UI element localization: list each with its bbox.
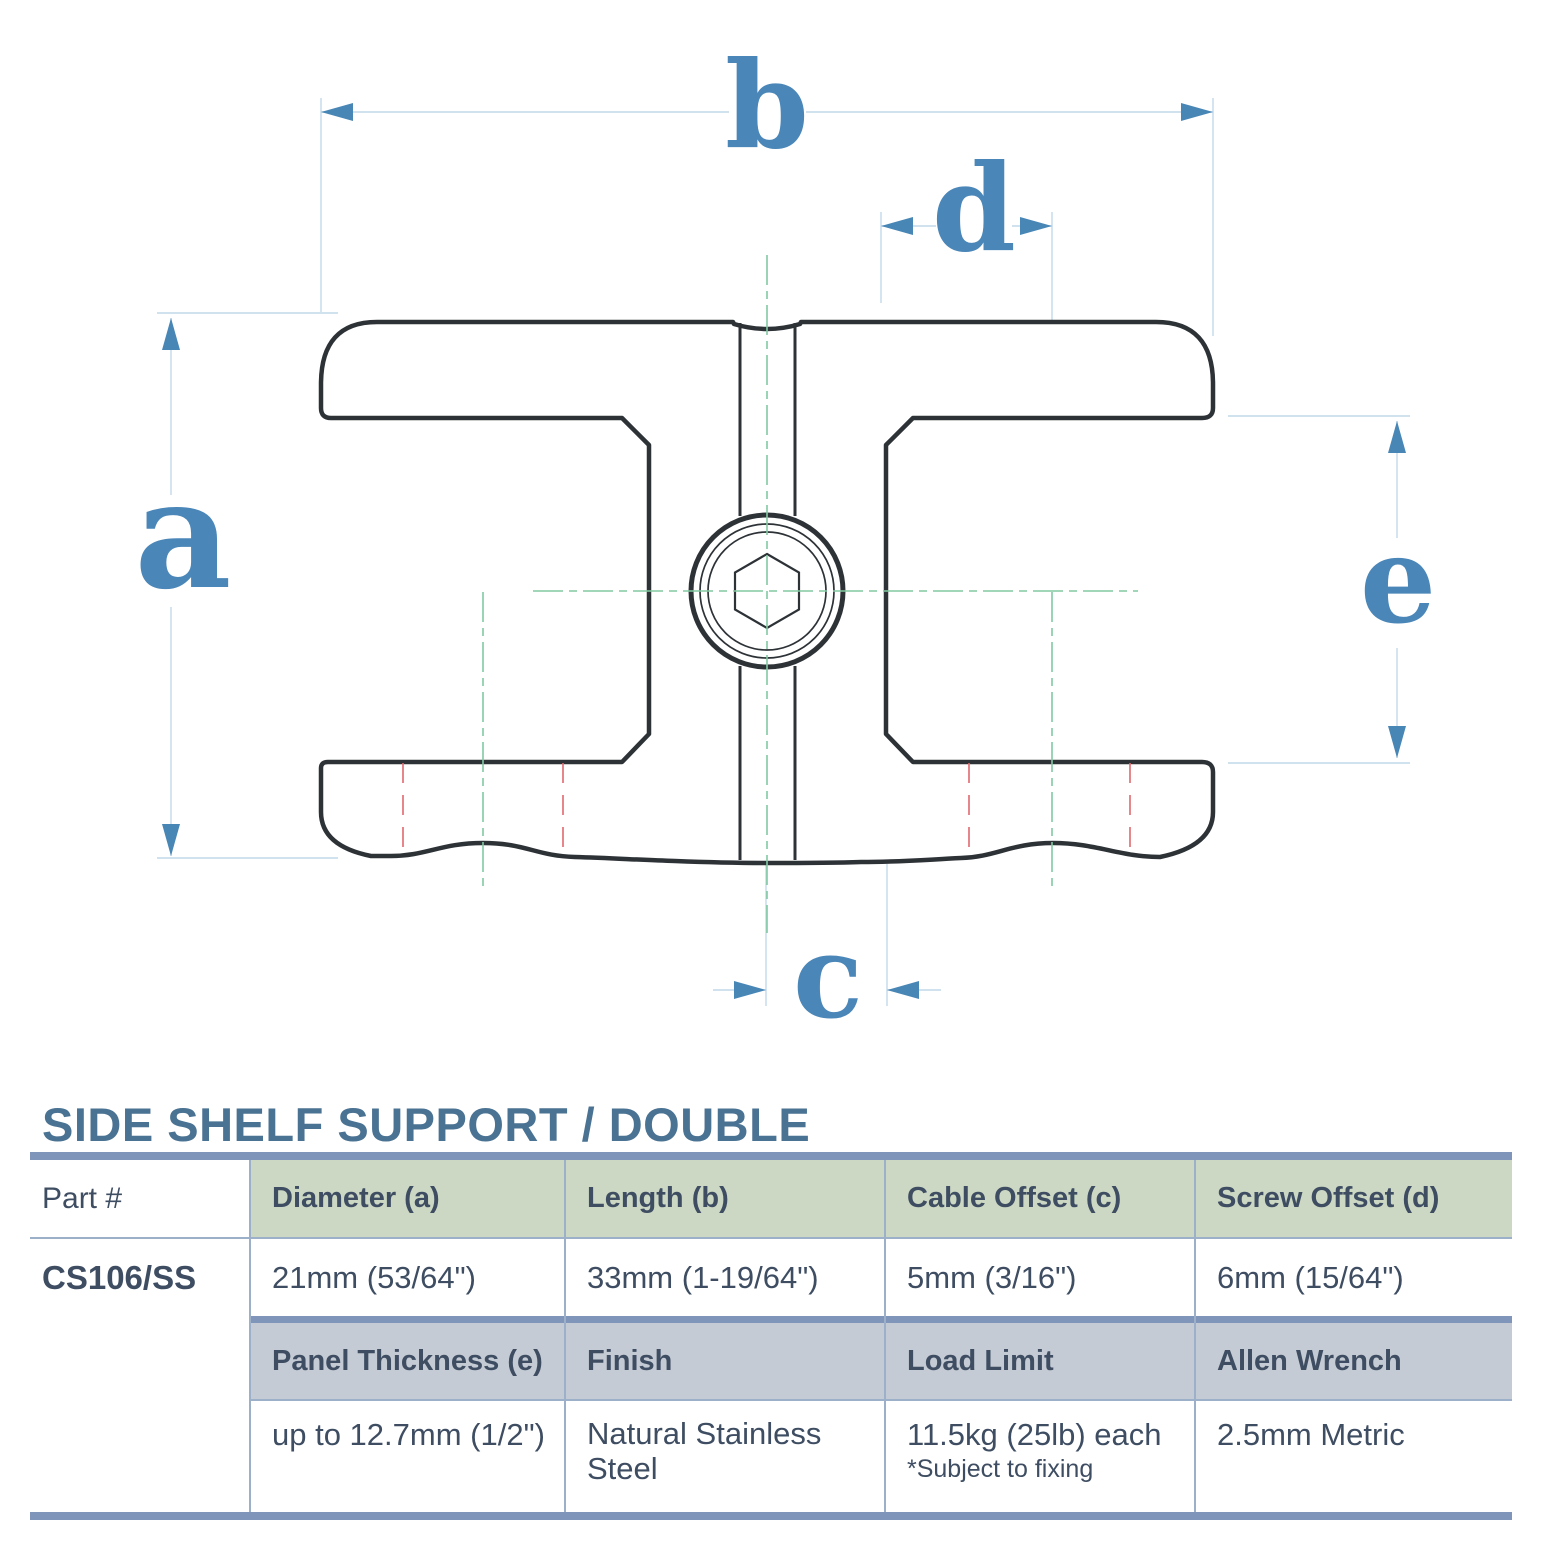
value-finish: Natural Stainless Steel xyxy=(587,1416,822,1486)
dimension-label-c: c xyxy=(792,910,864,1045)
header-screw-offset: Screw Offset (d) xyxy=(1195,1160,1512,1237)
dimension-label-d: d xyxy=(932,138,1016,279)
page-title: SIDE SHELF SUPPORT / DOUBLE xyxy=(42,1098,811,1151)
extension-lines xyxy=(157,98,1410,1006)
grid-vline-2 xyxy=(564,1160,566,1512)
load-limit-note: *Subject to fixing xyxy=(907,1455,1094,1483)
grid-vline-1 xyxy=(249,1160,251,1512)
header-finish: Finish xyxy=(565,1323,885,1399)
grid-vline-3 xyxy=(884,1160,886,1512)
dimension-label-e: e xyxy=(1359,510,1437,651)
dimension-label-a: a xyxy=(134,447,232,623)
part-number-value: CS106/SS xyxy=(42,1258,197,1296)
table-bottom-bar xyxy=(30,1512,1512,1520)
value-load-limit xyxy=(885,1401,1195,1512)
value-length: 33mm (1-19/64") xyxy=(587,1259,819,1295)
header-cable-offset: Cable Offset (c) xyxy=(885,1160,1195,1237)
header-panel-thickness: Panel Thickness (e) xyxy=(250,1323,565,1399)
header-allen-wrench: Allen Wrench xyxy=(1195,1323,1512,1399)
part-number-header: Part # xyxy=(42,1181,123,1215)
spec-table xyxy=(30,1152,1512,1520)
value-allen-wrench: 2.5mm Metric xyxy=(1217,1417,1405,1452)
value-panel-thickness: up to 12.7mm (1/2") xyxy=(272,1417,545,1452)
header-load-limit: Load Limit xyxy=(885,1323,1195,1399)
load-limit-value: 11.5kg (25lb) each xyxy=(907,1417,1162,1452)
table-top-bar xyxy=(30,1152,1512,1160)
value-screw-offset: 6mm (15/64") xyxy=(1217,1259,1404,1295)
header-length: Length (b) xyxy=(565,1160,885,1237)
value-cable-offset: 5mm (3/16") xyxy=(907,1259,1077,1295)
value-diameter: 21mm (53/64") xyxy=(272,1259,476,1295)
dimension-label-b: b xyxy=(725,35,809,176)
centerlines xyxy=(483,255,1138,933)
header-diameter: Diameter (a) xyxy=(250,1160,565,1237)
table-middle-bar xyxy=(250,1316,1512,1323)
grid-vline-4 xyxy=(1194,1160,1196,1512)
